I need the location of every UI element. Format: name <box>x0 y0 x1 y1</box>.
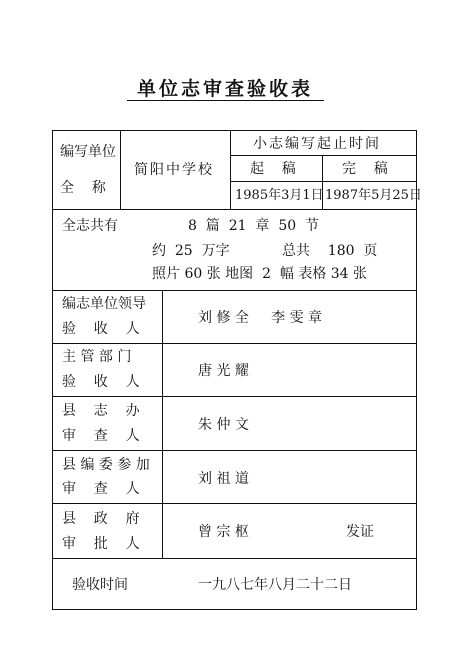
row-label-line1: 编志单位领导 <box>62 296 146 312</box>
row-value: 唐 光 耀 <box>198 363 249 379</box>
title-underline <box>127 100 324 101</box>
row-label-line1: 县 编 委 参 加 <box>62 457 150 473</box>
divider <box>230 155 416 156</box>
totals-line1: 8 篇 21 章 50 节 <box>188 218 320 234</box>
certificate-note: 发证 <box>346 524 374 540</box>
row-label-line2: 审 批 人 <box>62 536 140 552</box>
start-label: 起 稿 <box>250 161 296 177</box>
form-title: 单位志审查验收表 <box>136 78 313 100</box>
divider <box>120 131 121 209</box>
totals-line3: 照片 60 张 地图 2 幅 表格 34 张 <box>152 266 368 282</box>
row-value: 刘 祖 道 <box>198 471 249 487</box>
totals-line2-words: 约 25 万字 <box>152 243 230 259</box>
divider <box>53 290 416 291</box>
row-label-line2: 验 收 人 <box>62 374 140 390</box>
divider <box>53 503 416 504</box>
end-label: 完 稿 <box>342 161 388 177</box>
divider <box>53 558 416 559</box>
divider <box>230 131 231 209</box>
row-label-line1: 主 管 部 门 <box>62 349 132 365</box>
divider <box>230 181 416 182</box>
start-date: 1985年3月1日 <box>235 188 324 203</box>
divider <box>53 396 416 397</box>
unit-label-line2: 全 称 <box>60 180 106 196</box>
divider <box>53 209 416 210</box>
row-value: 朱 仲 文 <box>198 417 249 433</box>
row-value: 刘 修 全 李 雯 章 <box>198 310 323 326</box>
row-value: 曾 宗 枢 <box>198 524 249 540</box>
unit-name: 简阳中学校 <box>134 162 214 178</box>
dates-header: 小志编写起止时间 <box>253 136 381 152</box>
row-label-line2: 验 收 人 <box>62 321 140 337</box>
divider <box>162 291 163 558</box>
row-label-line1: 县 志 办 <box>62 403 140 419</box>
row-label-line2: 审 查 人 <box>62 481 140 497</box>
row-label-line2: 审 查 人 <box>62 428 140 444</box>
totals-line2-pages: 总共 180 页 <box>282 243 378 259</box>
totals-label: 全志共有 <box>62 218 118 234</box>
unit-label-line1: 编写单位 <box>60 144 116 160</box>
end-date: 1987年5月25日 <box>325 188 422 203</box>
acceptance-date: 一九八七年八月二十二日 <box>198 577 352 593</box>
row-label-line1: 县 政 府 <box>62 511 140 527</box>
divider <box>53 343 416 344</box>
acceptance-label: 验收时间 <box>72 577 128 593</box>
divider <box>53 450 416 451</box>
